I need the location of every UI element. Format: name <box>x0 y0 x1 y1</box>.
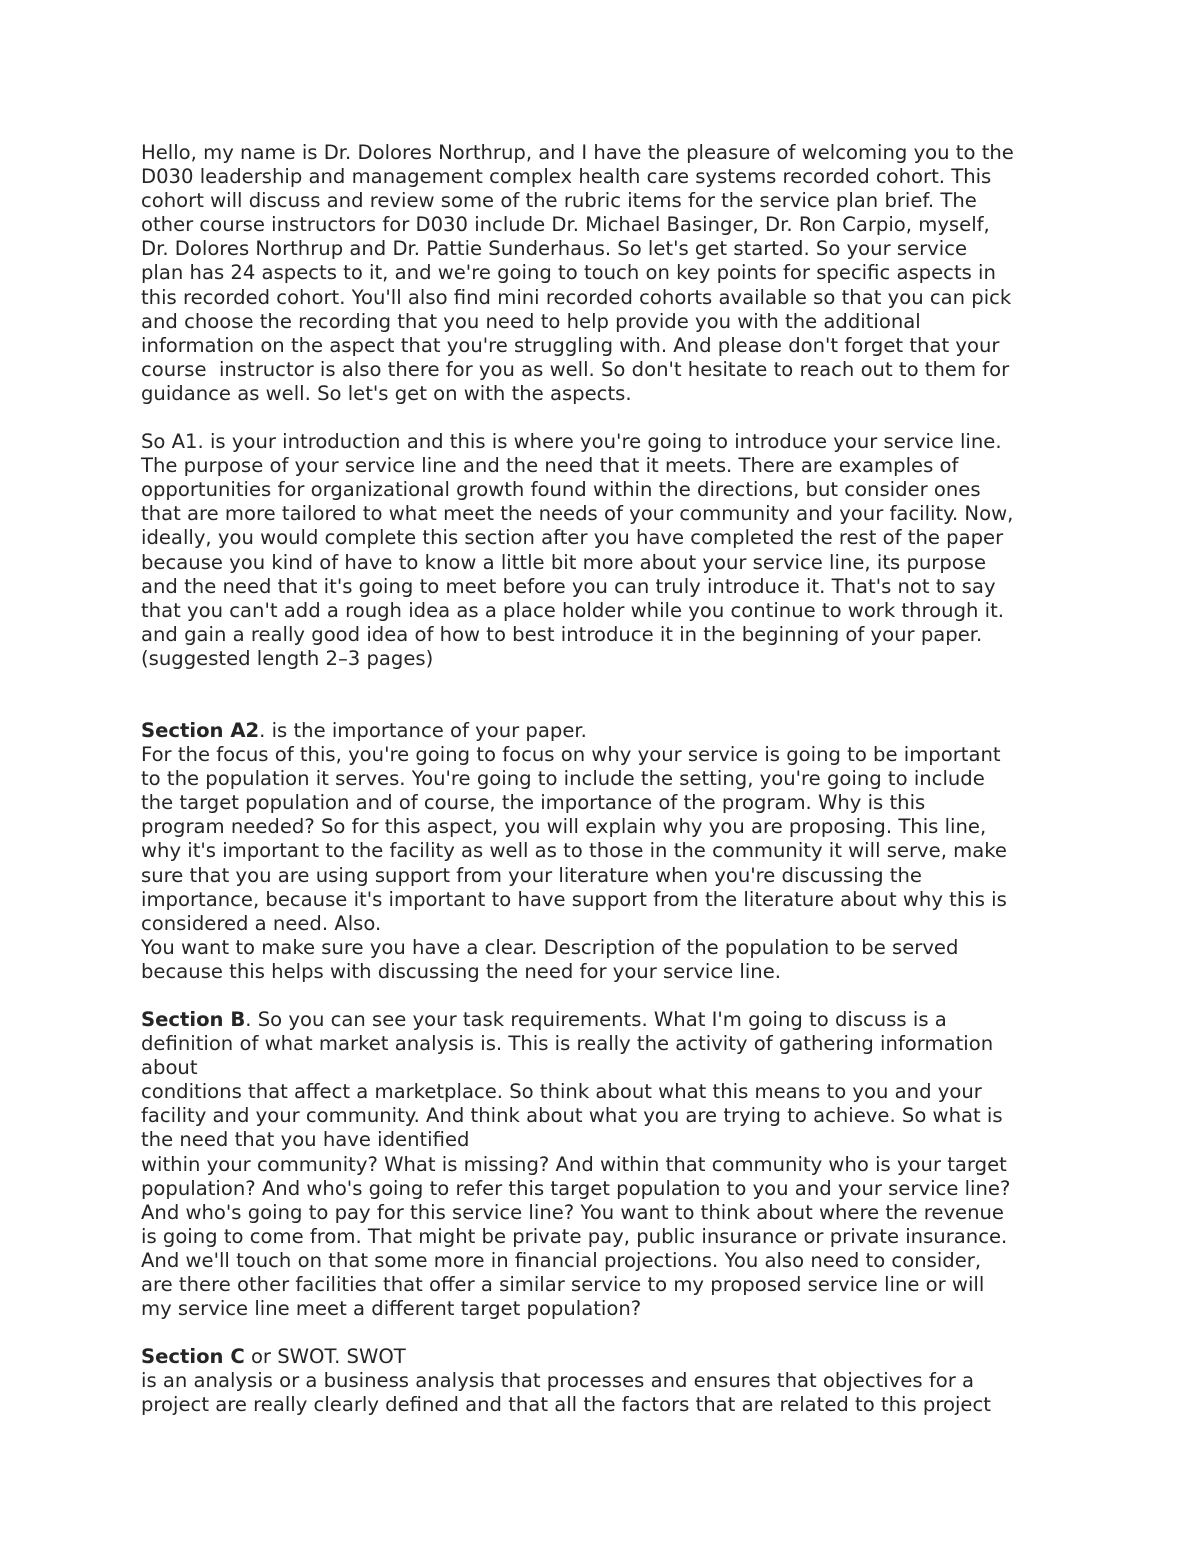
text-line: this recorded cohort. You'll also find mini recorded cohorts available so that you can pick <box>141 285 1012 309</box>
text-line: So A1. is your introduction and this is where you're going to introduce your service line. <box>141 430 1002 454</box>
text-line: ideally, you would complete this section after you have completed the rest of the paper <box>141 526 1004 550</box>
text-line: is an analysis or a business analysis that processes and ensures that objectives for a <box>141 1369 975 1393</box>
text-line: is going to come from. That might be private pay, public insurance or private insurance. <box>141 1224 1008 1248</box>
text-line: The purpose of your service line and the need that it meets. There are examples of <box>141 454 959 478</box>
section-b-heading-rest: . So you can see your task requirements. What I'm going to discuss is a <box>245 1008 947 1031</box>
intro-paragraph <box>141 141 1071 406</box>
text-line: D030 leadership and management complex health care systems recorded cohort. This <box>141 165 992 189</box>
section-a2-heading-line <box>141 719 1071 743</box>
section-b-heading-line <box>141 1008 1071 1032</box>
text-line: that you can't add a rough idea as a place holder while you continue to work through it. <box>141 598 1005 622</box>
section-c-heading-line <box>141 1345 1071 1369</box>
text-line: And who's going to pay for this service line? You want to think about where the revenue <box>141 1200 1004 1224</box>
text-line: Dr. Dolores Northrup and Dr. Pattie Sunderhaus. So let's get started. So your service <box>141 237 968 261</box>
text-line: Hello, my name is Dr. Dolores Northrup, and I have the pleasure of welcoming you to the <box>141 141 1014 164</box>
text-line: to the population it serves. You're going to include the setting, you're going to include <box>141 767 985 791</box>
text-line: are there other facilities that offer a similar service to my proposed service line or will <box>141 1273 985 1297</box>
text-line: For the focus of this, you're going to focus on why your service is going to be important <box>141 743 1001 767</box>
text-line: within your community? What is missing? And within that community who is your target <box>141 1152 1007 1176</box>
text-line: project are really clearly defined and that all the factors that are related to this project <box>141 1393 991 1417</box>
text-line: and the need that it's going to meet before you can truly introduce it. That's not to say <box>141 574 996 598</box>
section-a2-paragraph <box>141 719 1071 984</box>
text-line: my service line meet a different target population? <box>141 1297 642 1321</box>
text-line: and gain a really good idea of how to best introduce it in the beginning of your paper. <box>141 622 983 646</box>
text-line: And we'll touch on that some more in financial projections. You also need to consider, <box>141 1248 982 1272</box>
text-line: course instructor is also there for you as well. So don't hesitate to reach out to them for <box>141 357 1010 381</box>
text-line: facility and your community. And think about what you are trying to achieve. So what is <box>141 1104 1003 1128</box>
section-c-heading: Section C <box>141 1345 245 1369</box>
text-line: (suggested length 2–3 pages) <box>141 646 434 670</box>
document-page <box>141 141 1071 1418</box>
text-line: guidance as well. So let's get on with the aspects. <box>141 381 632 405</box>
text-line: and choose the recording that you need to help provide you with the additional <box>141 309 921 333</box>
text-line: definition of what market analysis is. This is really the activity of gathering information <box>141 1032 994 1056</box>
text-line: why it's important to the facility as well as to those in the community it will serve, make <box>141 839 1007 863</box>
section-b-heading: Section B <box>141 1008 246 1031</box>
text-line: cohort will discuss and review some of the rubric items for the service plan brief. The <box>141 189 977 213</box>
text-line: that are more tailored to what meet the needs of your community and your facility. Now, <box>141 502 1014 526</box>
text-line: because you kind of have to know a little bit more about your service line, its purpose <box>141 550 987 574</box>
text-line: considered a need. Also. <box>141 911 382 935</box>
text-line: other course instructors for D030 include Dr. Michael Basinger, Dr. Ron Carpio, myself, <box>141 213 990 237</box>
section-c-heading-rest: or SWOT. SWOT <box>244 1345 406 1369</box>
text-line: population? And who's going to refer this target population to you and your service line? <box>141 1176 1011 1200</box>
section-a1-paragraph <box>141 430 1071 671</box>
text-line: conditions that affect a marketplace. So think about what this means to you and your <box>141 1080 982 1104</box>
text-line: the target population and of course, the importance of the program. Why is this <box>141 791 926 815</box>
text-line: about <box>141 1056 198 1080</box>
text-line: program needed? So for this aspect, you will explain why you are proposing. This line, <box>141 815 987 839</box>
text-line: information on the aspect that you're struggling with. And please don't forget that your <box>141 333 1000 357</box>
text-line: You want to make sure you have a clear. Description of the population to be served <box>141 935 959 959</box>
section-a2-heading: Section A2 <box>141 718 260 742</box>
section-a2-heading-rest: . is the importance of your paper. <box>259 718 587 742</box>
text-line: sure that you are using support from your literature when you're discussing the <box>141 863 922 887</box>
text-line: plan has 24 aspects to it, and we're going to touch on key points for specific aspects in <box>141 261 996 285</box>
text-line: because this helps with discussing the need for your service line. <box>141 959 782 983</box>
text-line: opportunities for organizational growth found within the directions, but consider ones <box>141 478 981 502</box>
section-b-paragraph <box>141 1008 1071 1321</box>
text-line: importance, because it's important to have support from the literature about why this is <box>141 887 1007 911</box>
text-line: the need that you have identified <box>141 1128 470 1152</box>
section-c-paragraph <box>141 1345 1071 1417</box>
